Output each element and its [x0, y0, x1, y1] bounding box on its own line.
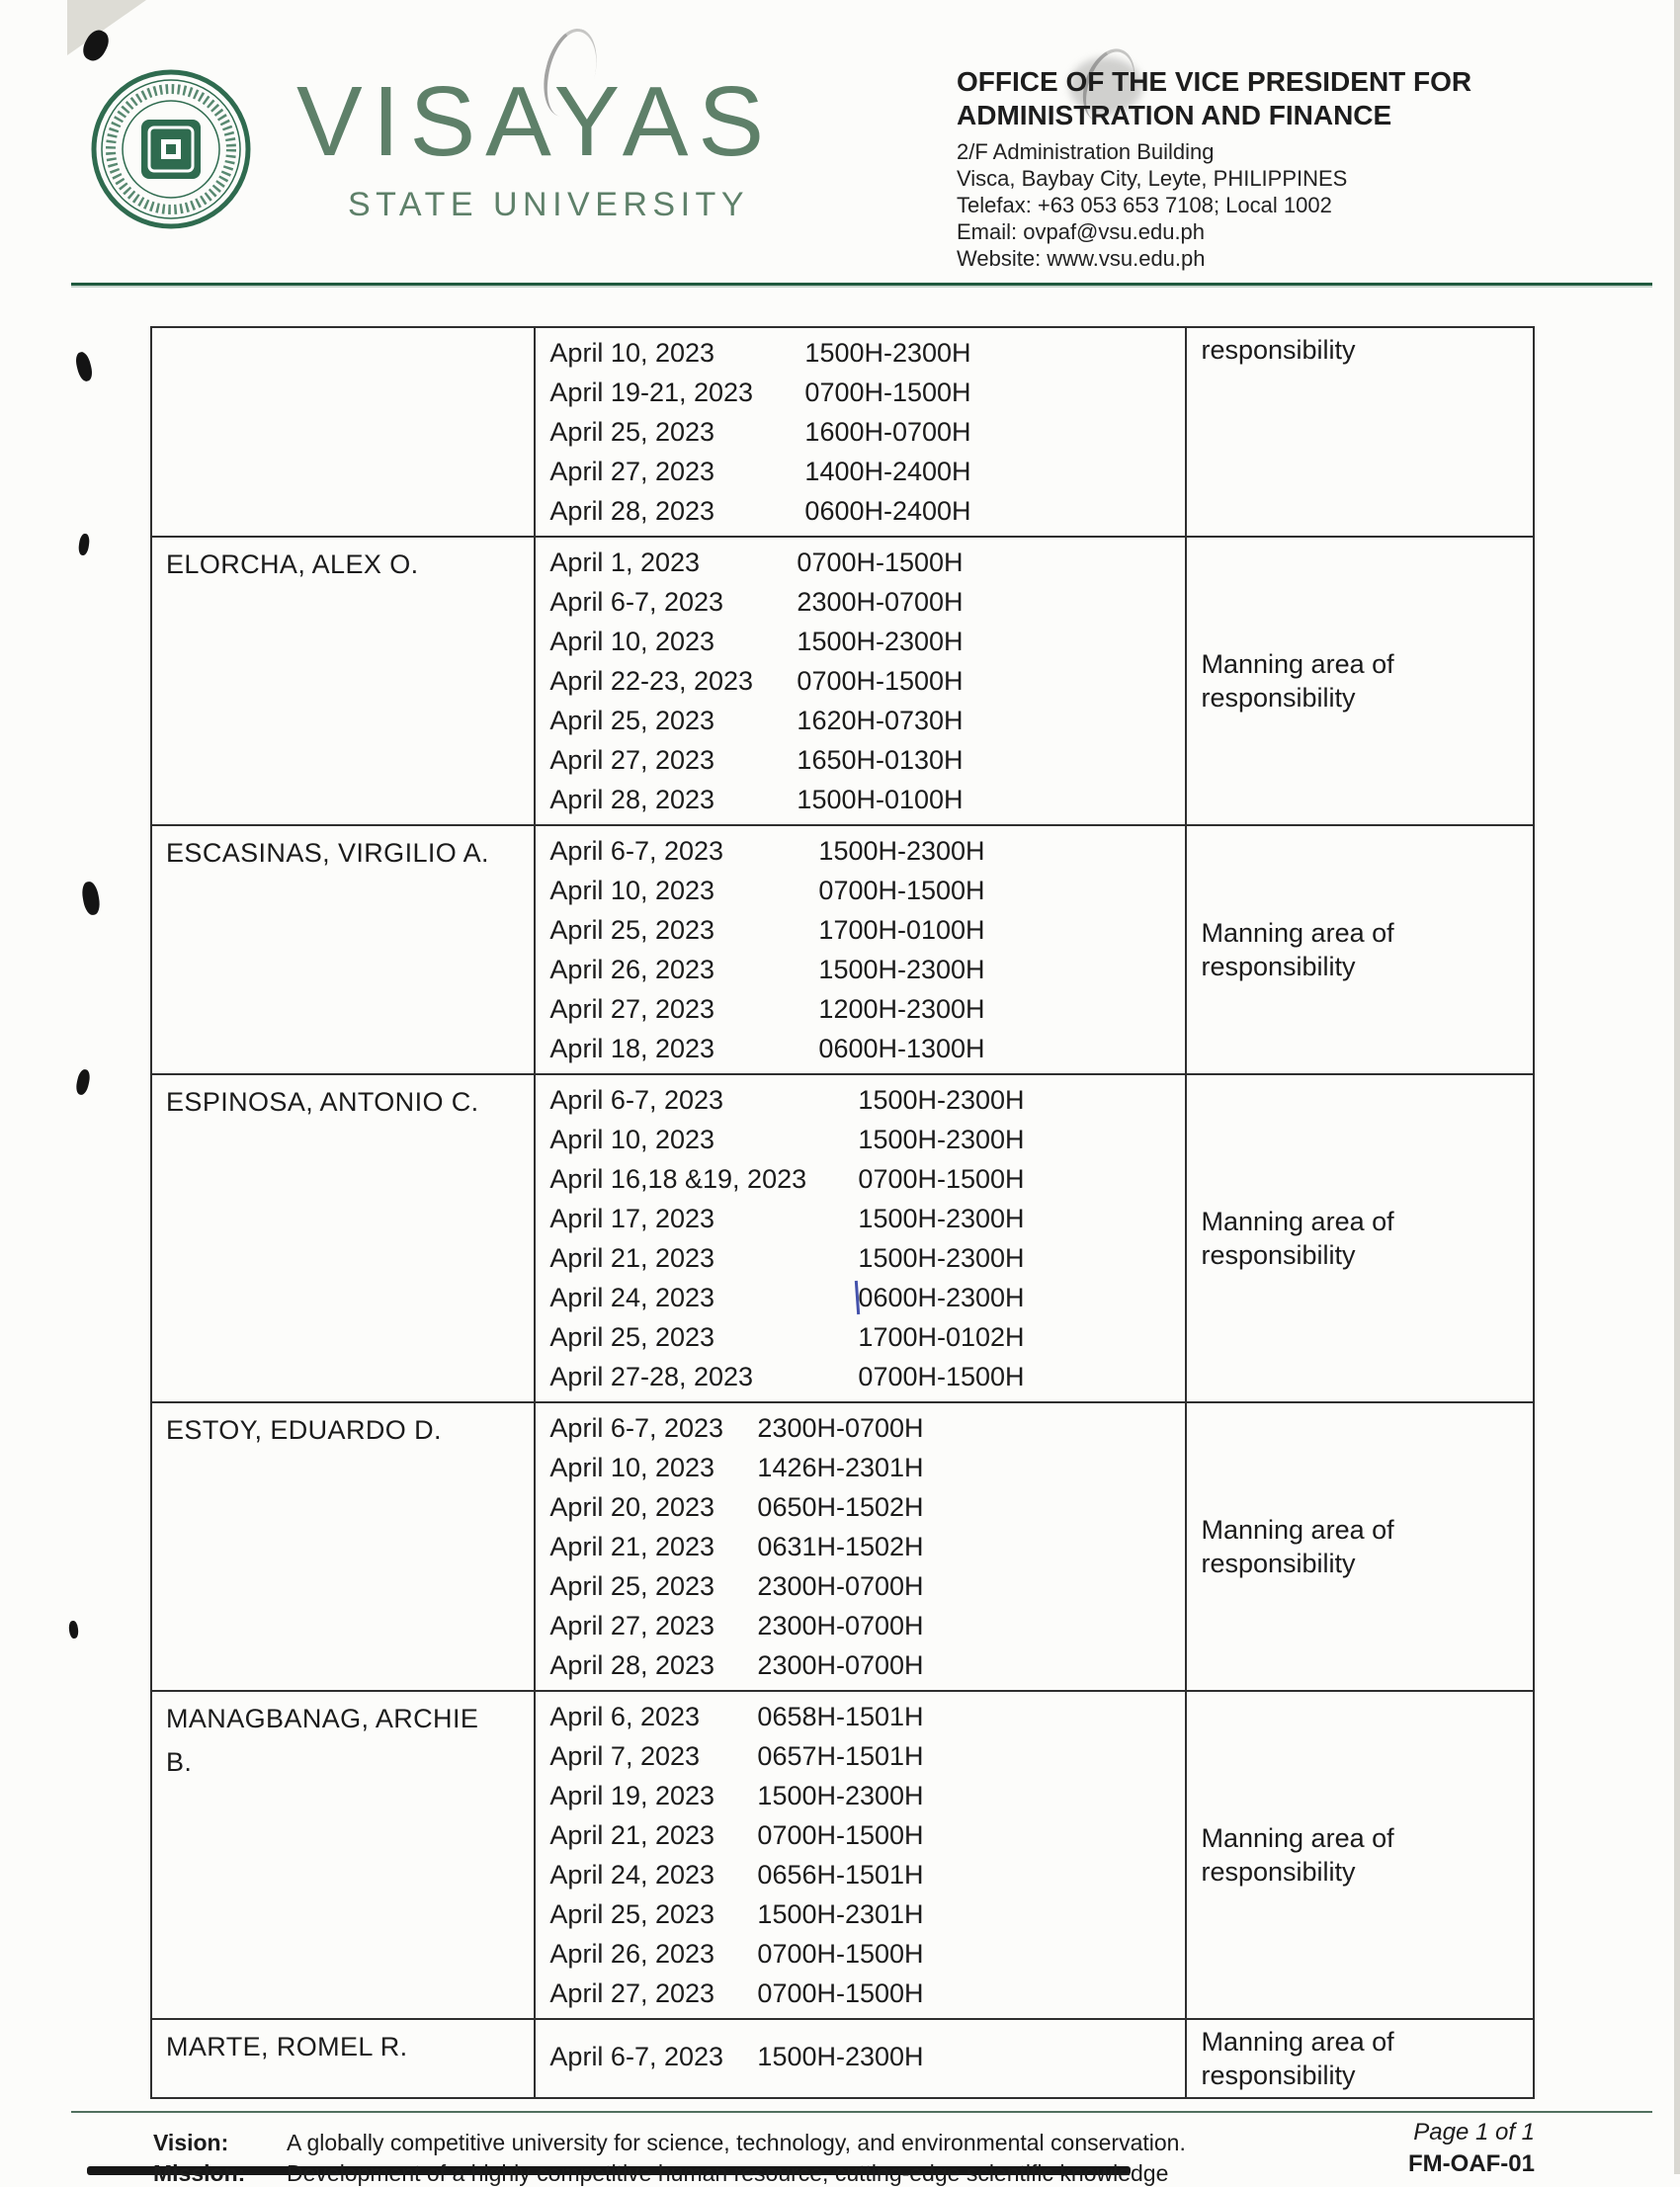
- office-title-line1: OFFICE OF THE VICE PRESIDENT FOR: [957, 66, 1472, 97]
- schedule-time: 2300H-0700H: [757, 1413, 924, 1443]
- office-header-block: [957, 65, 1550, 272]
- schedule-time: 0656H-1501H: [757, 1860, 924, 1890]
- schedule-time: 1500H-2300H: [818, 836, 985, 866]
- mission-row: [153, 2159, 1168, 2187]
- schedule-entry: [549, 373, 1179, 412]
- university-name: VISAYAS: [296, 66, 775, 177]
- schedule-date: April 27-28, 2023: [549, 1362, 754, 1391]
- employee-name-cell: [152, 2020, 536, 2097]
- schedule-time: 0700H-1500H: [858, 1164, 1025, 1194]
- remark-cell: [1187, 328, 1533, 536]
- schedule-time: 2300H-0700H: [797, 587, 964, 617]
- schedule-entry: [549, 1934, 1179, 1974]
- schedule-time: 0600H-2300H: [858, 1283, 1025, 1312]
- schedule-date: April 21, 2023: [549, 1532, 715, 1561]
- schedule-entry: [549, 452, 1179, 491]
- table-row: [152, 2018, 1533, 2097]
- schedule-cell: [536, 1692, 1187, 2018]
- schedule-date: April 25, 2023: [549, 1571, 715, 1601]
- schedule-date: April 1, 2023: [549, 547, 701, 577]
- schedule-time: 1500H-2300H: [804, 338, 971, 368]
- schedule-entry: [549, 989, 1179, 1029]
- remark-text: Manning area of responsibility: [1201, 649, 1394, 713]
- schedule-time: 1400H-2400H: [804, 457, 971, 486]
- schedule-cell: [536, 1403, 1187, 1690]
- schedule-date: April 19-21, 2023: [549, 378, 754, 407]
- schedule-entry: [549, 1894, 1179, 1934]
- schedule-time: 1650H-0130H: [797, 745, 964, 775]
- schedule-date: April 22-23, 2023: [549, 666, 754, 696]
- schedule-date: April 10, 2023: [549, 338, 715, 368]
- ink-blot-artifact: [74, 351, 95, 382]
- table-row: [152, 1401, 1533, 1690]
- schedule-cell: [536, 328, 1187, 536]
- schedule-date: April 26, 2023: [549, 1939, 715, 1969]
- schedule-time: 1500H-2300H: [757, 1781, 924, 1810]
- employee-name-cell: [152, 538, 536, 824]
- schedule-date: April 25, 2023: [549, 417, 715, 447]
- remark-cell: [1187, 2020, 1533, 2097]
- schedule-cell: [536, 1075, 1187, 1401]
- schedule-list: [549, 333, 1179, 531]
- schedule-date: April 6-7, 2023: [549, 1085, 724, 1115]
- schedule-date: April 28, 2023: [549, 496, 715, 526]
- scan-edge-artifact: [1674, 0, 1680, 2174]
- schedule-time: 0700H-1500H: [757, 1939, 924, 1969]
- ink-blot-artifact: [78, 533, 91, 555]
- schedule-date: April 26, 2023: [549, 955, 715, 984]
- remark-text: Manning area of responsibility: [1201, 918, 1394, 981]
- schedule-time: 1500H-2300H: [797, 627, 964, 656]
- vision-label: Vision:: [153, 2130, 229, 2155]
- schedule-entry: [549, 950, 1179, 989]
- schedule-time: 1620H-0730H: [797, 706, 964, 735]
- ink-blot-artifact: [68, 1621, 79, 1640]
- schedule-list: [549, 1697, 1179, 2013]
- table-row: [152, 328, 1533, 536]
- schedule-entry: [549, 1408, 1179, 1448]
- schedule-date: April 10, 2023: [549, 1453, 715, 1482]
- schedule-time: 1600H-0700H: [804, 417, 971, 447]
- schedule-time: 1200H-2300H: [818, 994, 985, 1024]
- schedule-date: April 27, 2023: [549, 457, 715, 486]
- schedule-date: April 21, 2023: [549, 1820, 715, 1850]
- schedule-date: April 25, 2023: [549, 915, 715, 945]
- employee-name: MANAGBANAG, ARCHIE B.: [166, 1704, 479, 1777]
- schedule-time: 1500H-0100H: [797, 785, 964, 814]
- schedule-entry: [549, 1527, 1179, 1566]
- employee-name-cell: [152, 328, 536, 536]
- schedule-entry: [549, 2037, 1179, 2076]
- schedule-time: 1700H-0102H: [858, 1322, 1025, 1352]
- employee-name: MARTE, ROMEL R.: [166, 2032, 408, 2061]
- schedule-entry: [549, 701, 1179, 740]
- schedule-time: 0700H-1500H: [757, 1820, 924, 1850]
- employee-name-cell: [152, 1692, 536, 2018]
- office-email-line: Email: ovpaf@vsu.edu.ph: [957, 219, 1206, 244]
- schedule-entry: [549, 1487, 1179, 1527]
- mission-label: Mission:: [153, 2160, 246, 2186]
- schedule-date: April 6-7, 2023: [549, 1413, 724, 1443]
- schedule-date: April 16,18 &19, 2023: [549, 1164, 807, 1194]
- schedule-entry: [549, 1317, 1179, 1357]
- office-address-line: 2/F Administration Building: [957, 139, 1215, 164]
- schedule-time: 0650H-1502H: [757, 1492, 924, 1522]
- schedule-date: April 19, 2023: [549, 1781, 715, 1810]
- schedule-date: April 27, 2023: [549, 994, 715, 1024]
- remark-text: Manning area of responsibility: [1201, 1515, 1394, 1578]
- employee-name: ESTOY, EDUARDO D.: [166, 1415, 442, 1445]
- schedule-date: April 25, 2023: [549, 706, 715, 735]
- vision-row: [153, 2129, 1186, 2156]
- vision-text: A globally competitive university for science, technology, and environmental conservation.: [287, 2130, 1186, 2155]
- schedule-entry: [549, 871, 1179, 910]
- table-row: [152, 824, 1533, 1073]
- office-title-line2: ADMINISTRATION AND FINANCE: [957, 100, 1392, 130]
- ink-blot-artifact: [74, 1068, 91, 1096]
- schedule-entry: [549, 1645, 1179, 1685]
- schedule-time: 1500H-2300H: [858, 1204, 1025, 1233]
- schedule-date: April 10, 2023: [549, 627, 715, 656]
- schedule-entry: [549, 1357, 1179, 1396]
- schedule-entry: [549, 1159, 1179, 1199]
- schedule-time: 1700H-0100H: [818, 915, 985, 945]
- schedule-table-body: [152, 328, 1533, 2097]
- schedule-time: 0657H-1501H: [757, 1741, 924, 1771]
- schedule-entry: [549, 1448, 1179, 1487]
- schedule-time: 0700H-1500H: [858, 1362, 1025, 1391]
- schedule-entry: [549, 1776, 1179, 1815]
- employee-name-cell: [152, 826, 536, 1073]
- employee-name: ESPINOSA, ANTONIO C.: [166, 1087, 479, 1117]
- schedule-date: April 25, 2023: [549, 1899, 715, 1929]
- schedule-time: 1500H-2300H: [858, 1243, 1025, 1273]
- schedule-entry: [549, 412, 1179, 452]
- page-number: Page 1 of 1: [1413, 2119, 1535, 2145]
- schedule-date: April 24, 2023: [549, 1283, 715, 1312]
- schedule-time: 1500H-2300H: [858, 1125, 1025, 1154]
- schedule-time: 0700H-1500H: [804, 378, 971, 407]
- schedule-time: 0700H-1500H: [797, 666, 964, 696]
- form-code: FM-OAF-01: [1408, 2150, 1535, 2177]
- schedule-entry: [549, 1278, 1179, 1317]
- schedule-entry: [549, 1199, 1179, 1238]
- schedule-entry: [549, 661, 1179, 701]
- schedule-time: 0700H-1500H: [797, 547, 964, 577]
- schedule-entry: [549, 1697, 1179, 1736]
- remark-cell: [1187, 1075, 1533, 1401]
- remark-cell: [1187, 1692, 1533, 2018]
- remark-text: responsibility: [1201, 335, 1356, 365]
- schedule-entry: [549, 1080, 1179, 1120]
- schedule-date: April 20, 2023: [549, 1492, 715, 1522]
- schedule-cell: [536, 826, 1187, 1073]
- office-address-line: Telefax: +63 053 653 7108; Local 1002: [957, 193, 1332, 217]
- schedule-entry: [549, 831, 1179, 871]
- schedule-list: [549, 2025, 1179, 2076]
- remark-text: Manning area of responsibility: [1201, 1207, 1394, 1270]
- schedule-cell: [536, 538, 1187, 824]
- header-divider-rule: [71, 283, 1652, 286]
- schedule-entry: [549, 582, 1179, 622]
- schedule-entry: [549, 740, 1179, 780]
- schedule-time: 2300H-0700H: [757, 1571, 924, 1601]
- mission-text: Development of a highly competitive human resource, cutting-edge scientific knowledge: [287, 2160, 1169, 2186]
- schedule-entry: [549, 1974, 1179, 2013]
- duty-schedule-table: [150, 326, 1535, 2099]
- remark-text: Manning area of responsibility: [1201, 2027, 1394, 2090]
- schedule-date: April 24, 2023: [549, 1860, 715, 1890]
- employee-name-cell: [152, 1403, 536, 1690]
- employee-name-cell: [152, 1075, 536, 1401]
- schedule-time: 0700H-1500H: [757, 1978, 924, 2008]
- schedule-list: [549, 1080, 1179, 1396]
- schedule-date: April 7, 2023: [549, 1741, 701, 1771]
- schedule-list: [549, 543, 1179, 819]
- schedule-time: 1500H-2300H: [858, 1085, 1025, 1115]
- schedule-time: 1500H-2300H: [818, 955, 985, 984]
- schedule-date: April 6, 2023: [549, 1702, 701, 1731]
- remark-cell: [1187, 538, 1533, 824]
- university-subtitle: STATE UNIVERSITY: [348, 186, 750, 223]
- office-address-line: Visca, Baybay City, Leyte, PHILIPPINES: [957, 166, 1348, 191]
- schedule-entry: [549, 1815, 1179, 1855]
- footer-divider-rule: [71, 2111, 1652, 2113]
- schedule-date: April 17, 2023: [549, 1204, 715, 1233]
- schedule-date: April 18, 2023: [549, 1034, 715, 1063]
- schedule-date: April 27, 2023: [549, 745, 715, 775]
- schedule-date: April 27, 2023: [549, 1978, 715, 2008]
- university-seal-icon: [89, 67, 253, 231]
- schedule-entry: [549, 1855, 1179, 1894]
- schedule-cell: [536, 2020, 1187, 2097]
- schedule-time: 0700H-1500H: [818, 876, 985, 905]
- schedule-time: 1426H-2301H: [757, 1453, 924, 1482]
- schedule-time: 0658H-1501H: [757, 1702, 924, 1731]
- employee-name: [152, 328, 502, 333]
- schedule-date: April 21, 2023: [549, 1243, 715, 1273]
- schedule-time: 0631H-1502H: [757, 1532, 924, 1561]
- remark-cell: [1187, 1403, 1533, 1690]
- table-row: [152, 536, 1533, 824]
- schedule-time: 1500H-2301H: [757, 1899, 924, 1929]
- schedule-time: 0600H-1300H: [818, 1034, 985, 1063]
- schedule-entry: [549, 910, 1179, 950]
- schedule-date: April 25, 2023: [549, 1322, 715, 1352]
- schedule-date: April 6-7, 2023: [549, 587, 724, 617]
- schedule-entry: [549, 780, 1179, 819]
- schedule-date: April 27, 2023: [549, 1611, 715, 1640]
- schedule-entry: [549, 491, 1179, 531]
- schedule-time: 0600H-2400H: [804, 496, 971, 526]
- schedule-entry: [549, 1029, 1179, 1068]
- schedule-entry: [549, 1566, 1179, 1606]
- employee-name: ESCASINAS, VIRGILIO A.: [166, 838, 489, 868]
- ink-blot-artifact: [80, 881, 102, 916]
- remark-text: Manning area of responsibility: [1201, 1823, 1394, 1887]
- schedule-date: April 6-7, 2023: [549, 836, 724, 866]
- schedule-time: 2300H-0700H: [757, 1650, 924, 1680]
- schedule-date: April 6-7, 2023: [549, 2042, 724, 2071]
- schedule-date: April 10, 2023: [549, 876, 715, 905]
- office-website-line: Website: www.vsu.edu.ph: [957, 246, 1206, 271]
- table-row: [152, 1073, 1533, 1401]
- schedule-list: [549, 831, 1179, 1068]
- schedule-time: 1500H-2300H: [757, 2042, 924, 2071]
- schedule-date: April 10, 2023: [549, 1125, 715, 1154]
- schedule-date: April 28, 2023: [549, 785, 715, 814]
- schedule-entry: [549, 1238, 1179, 1278]
- remark-cell: [1187, 826, 1533, 1073]
- schedule-entry: [549, 1120, 1179, 1159]
- schedule-entry: [549, 333, 1179, 373]
- employee-name: ELORCHA, ALEX O.: [166, 549, 419, 579]
- schedule-entry: [549, 543, 1179, 582]
- table-row: [152, 1690, 1533, 2018]
- schedule-entry: [549, 1606, 1179, 1645]
- schedule-entry: [549, 622, 1179, 661]
- schedule-list: [549, 1408, 1179, 1685]
- schedule-time: 2300H-0700H: [757, 1611, 924, 1640]
- schedule-entry: [549, 1736, 1179, 1776]
- schedule-date: April 28, 2023: [549, 1650, 715, 1680]
